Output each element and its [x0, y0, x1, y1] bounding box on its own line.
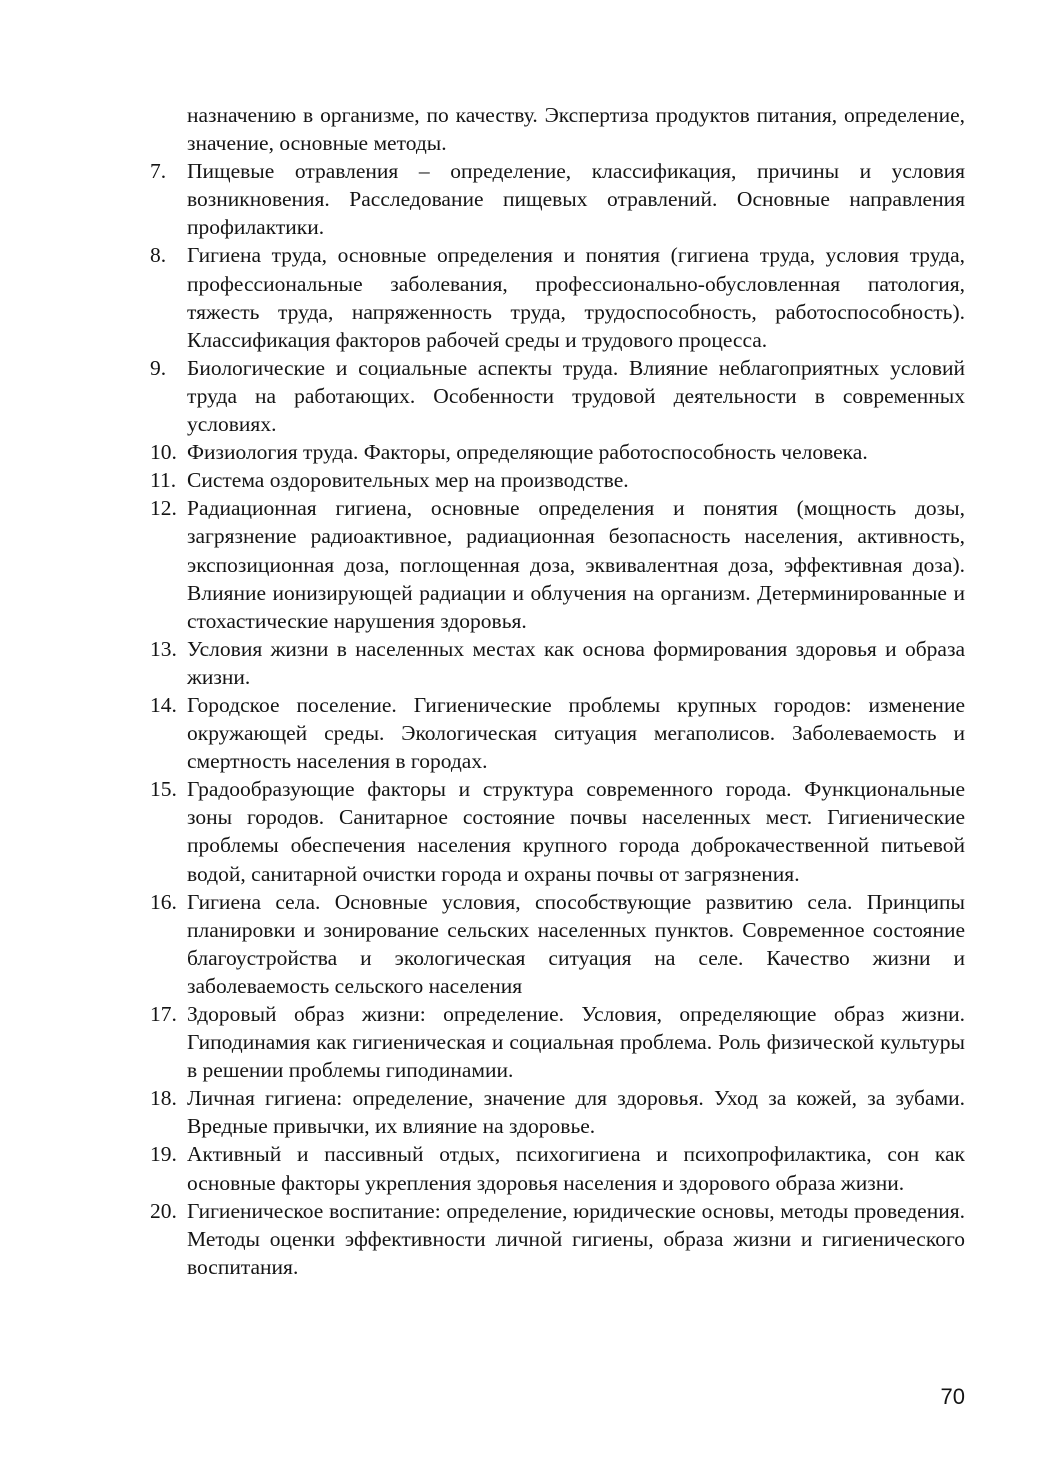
- item-number: 19.: [150, 1142, 177, 1167]
- page-number: 70: [940, 1384, 965, 1409]
- item-text: Гигиена труда, основные определения и понятия (гигиена труда, условия труда, профессиональные заболевания, профессионально-обусловленная патология, тяжесть труда, напряженность труда, трудоспособность, работоспособность). Классификация факторов рабочей среды и трудового процесса.: [187, 243, 965, 352]
- item-text: Городское поселение. Гигиенические проблемы крупных городов: изменение окружающей среды. Экологическая ситуация мегаполисов. Заболеваемость и смертность населения в городах.: [187, 692, 965, 774]
- list-item: [150, 888, 965, 1000]
- item-text: Пищевые отравления – определение, классификация, причины и условия возникновения. Расследование пищевых отравлений. Основные направления профилактики.: [187, 159, 965, 240]
- list-item: [150, 494, 965, 634]
- item-number: 20.: [150, 1198, 177, 1223]
- list-item-continuation: [150, 101, 965, 157]
- item-text: Физиология труда. Факторы, определяющие работоспособность человека.: [187, 440, 868, 465]
- item-text: Здоровый образ жизни: определение. Условия, определяющие образ жизни. Гиподинамия как гигиеническая и социальная проблема. Роль физической культуры в решении проблемы гиподинамии.: [187, 1002, 965, 1083]
- item-number: 9.: [150, 355, 167, 380]
- list-item: [150, 775, 965, 887]
- item-number: 12.: [150, 496, 177, 521]
- item-text: Активный и пассивный отдых, психогигиена и психопрофилактика, сон как основные факторы укрепления здоровья населения и здорового образа жизни.: [187, 1142, 965, 1195]
- item-text: Система оздоровительных мер на производстве.: [187, 468, 629, 493]
- item-text: Биологические и социальные аспекты труда. Влияние неблагоприятных условий труда на работающих. Особенности трудовой деятельности в современных условиях.: [187, 355, 965, 437]
- item-text: Гигиеническое воспитание: определение, юридические основы, методы проведения. Методы оценки эффективности личной гигиены, образа жизни и гигиенического воспитания.: [187, 1198, 965, 1279]
- item-number: 16.: [150, 889, 177, 914]
- item-number: 17.: [150, 1002, 177, 1026]
- item-text: Гигиена села. Основные условия, способствующие развитию села. Принципы планировки и зонирование сельских населенных пунктов. Современное состояние благоустройства и экологическая ситуация на селе. Качество жизни и заболеваемость сельского населения: [187, 889, 965, 998]
- list-item: [150, 1084, 965, 1140]
- list-item: [150, 691, 965, 775]
- question-list: [150, 101, 965, 1281]
- list-item: [150, 241, 965, 353]
- item-text: назначению в организме, по качеству. Экспертиза продуктов питания, определение, значение, основные методы.: [187, 103, 965, 156]
- list-item: [150, 1000, 965, 1084]
- list-item: [150, 1197, 965, 1281]
- list-item: [150, 1140, 965, 1196]
- item-number: 7.: [150, 159, 167, 184]
- item-text: Радиационная гигиена, основные определения и понятия (мощность дозы, загрязнение радиоактивное, радиационная безопасность населения, активность, экспозиционная доза, поглощенная доза, эквивалентная доза, эффективная доза). Влияние ионизирующей радиации и облучения на организм. Детерминированные и стохастические нарушения здоровья.: [187, 496, 965, 633]
- list-item: [150, 466, 965, 494]
- list-item: [150, 354, 965, 438]
- item-number: 8.: [150, 243, 167, 268]
- item-number: 13.: [150, 636, 177, 661]
- item-number: 18.: [150, 1086, 177, 1111]
- list-item: [150, 635, 965, 691]
- list-item: [150, 438, 965, 466]
- list-item: [150, 157, 965, 241]
- item-text: Градообразующие факторы и структура современного города. Функциональные зоны городов. Санитарное состояние почвы населенных мест. Гигиенические проблемы обеспечения населения крупного города доброкачественной питьевой водой, санитарной очистки города и охраны почвы от загрязнения.: [187, 777, 965, 886]
- item-number: 14.: [150, 692, 177, 717]
- item-number: 15.: [150, 777, 177, 802]
- item-text: Условия жизни в населенных местах как основа формирования здоровья и образа жизни.: [187, 636, 965, 689]
- item-number: 11.: [150, 468, 177, 493]
- item-text: Личная гигиена: определение, значение для здоровья. Уход за кожей, за зубами. Вредные привычки, их влияние на здоровье.: [187, 1086, 965, 1139]
- item-number: 10.: [150, 440, 177, 465]
